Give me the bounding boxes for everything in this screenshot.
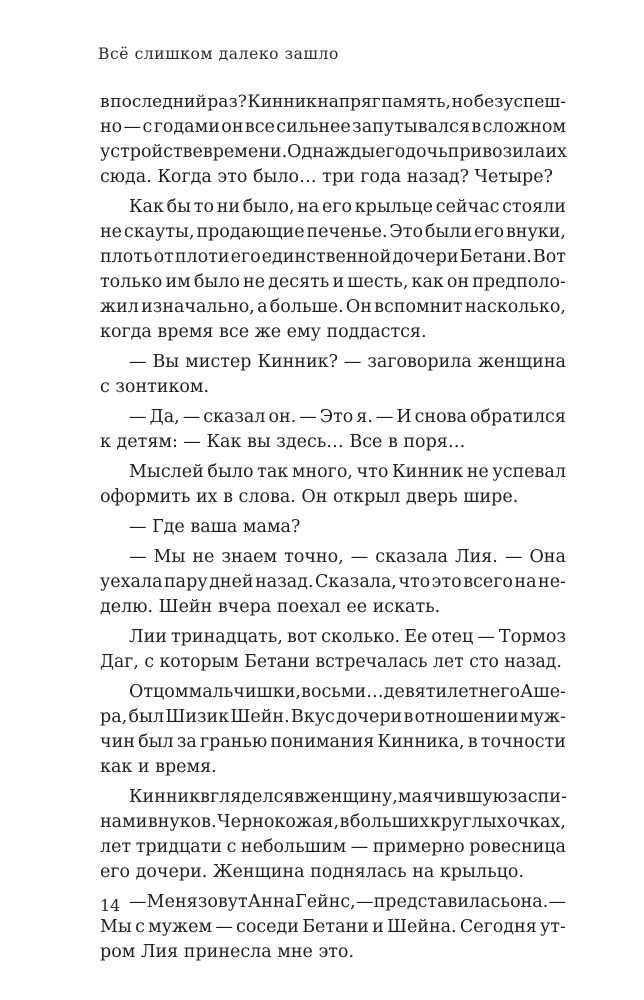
text-line: нами внуков. Чернокожая, в больших круглых очках,	[100, 812, 566, 832]
text-line: — Мы не знаем точно, — сказала Лия. — Она	[129, 547, 566, 567]
text-line: уехала пару дней назад. Сказала, что это всего на не-	[100, 572, 566, 592]
text-line: когда время все же ему поддастся.	[100, 322, 427, 342]
text-line: его дочери. Женщина поднялась на крыльцо.	[100, 862, 524, 882]
text-line: чин был за гранью понимания Кинника, в точности	[100, 732, 566, 752]
text-line: — Вы мистер Кинник? — заговорила женщина	[129, 352, 566, 372]
text-line: только им было не десять и шесть, как он предполо-	[100, 272, 566, 292]
text-line: Как бы то ни было, на его крыльце сейчас стояли	[129, 197, 566, 217]
text-line: Отцом мальчишки, восьми… девятилетнего Аше-	[129, 682, 566, 702]
page-number: 14	[100, 896, 121, 915]
text-line: ра, был Шизик Шейн. Вкус дочери в отношении муж-	[100, 707, 566, 727]
text-line: Лии тринадцать, вот сколько. Ее отец — Тормоз	[129, 627, 566, 647]
text-line: не скауты, продающие печенье. Это были его внуки,	[100, 222, 566, 242]
text-line: делю. Шейн вчера поехал ее искать.	[100, 597, 441, 617]
text-line: с зонтиком.	[100, 377, 210, 397]
text-line: Мы с мужем — соседи Бетани и Шейна. Сегодня ут-	[100, 917, 566, 937]
text-line: сюда. Когда это было… три года назад? Четыре?	[100, 167, 553, 187]
text-line: — Где ваша мама?	[129, 517, 301, 537]
text-line: плоть от плоти его единственной дочери Бетани. Вот	[100, 247, 566, 267]
text-line: Кинник вгляделся в женщину, маячившую за спи-	[129, 787, 567, 807]
body-text	[100, 90, 566, 965]
text-line: устройстве времени. Однажды его дочь привозила их	[100, 142, 567, 162]
text-line: в последний раз? Кинник напряг память, но безуспеш-	[100, 92, 566, 112]
text-line: жил изначально, а больше. Он вспомнит насколько,	[100, 297, 566, 317]
text-line: ром Лия принесла мне это.	[100, 942, 355, 962]
text-line: — Меня зовут Анна Гейнс, — представилась она. —	[129, 892, 566, 912]
text-line: к детям: — Как вы здесь… Все в поря…	[100, 432, 466, 452]
text-line: как и время.	[100, 757, 217, 777]
text-line: — Да, — сказал он. — Это я. — И снова обратился	[129, 407, 566, 427]
text-line: оформить их в слова. Он открыл дверь шире.	[100, 487, 519, 507]
running-head: Всё слишком далеко зашло	[98, 45, 339, 63]
text-line: Даг, с которым Бетани встречалась лет сто назад.	[100, 652, 562, 672]
text-line: но — с годами он все сильнее запутывался в сложном	[100, 117, 566, 137]
text-line: лет тридцати с небольшим — примерно ровесница	[100, 837, 566, 857]
text-line: Мыслей было так много, что Кинник не успевал	[129, 462, 566, 482]
